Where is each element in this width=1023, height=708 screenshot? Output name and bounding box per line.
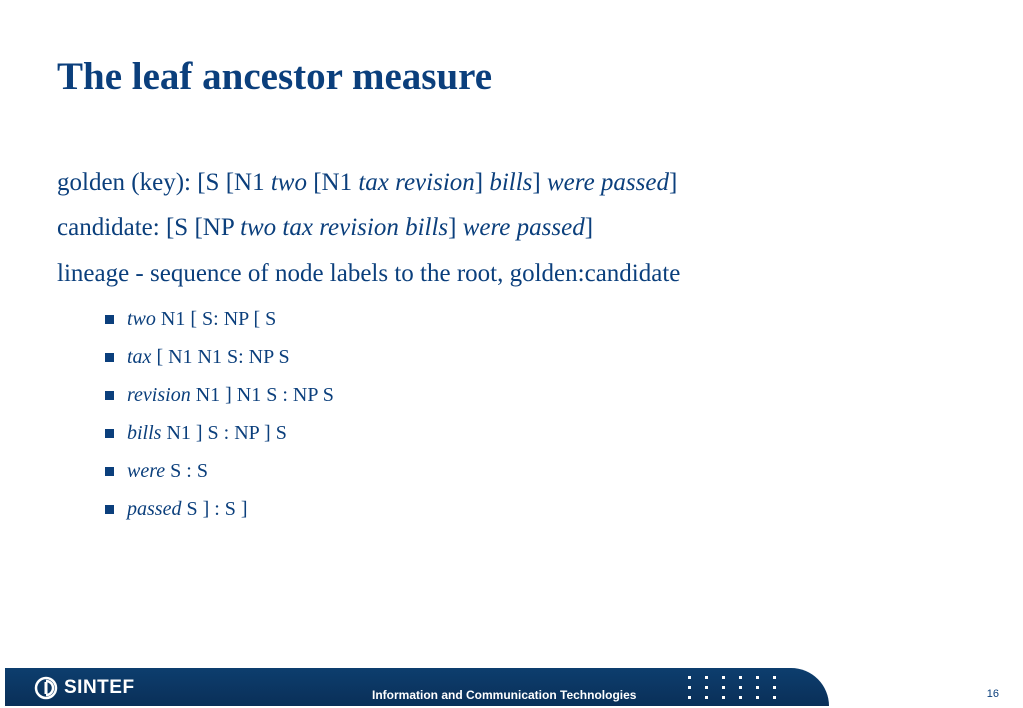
golden-text-2: [N1 <box>306 169 359 196</box>
square-bullet-icon <box>105 391 114 400</box>
golden-italic-3: bills <box>489 169 533 196</box>
bullet-text: S : S <box>165 459 208 482</box>
golden-italic-4: were passed <box>547 169 669 196</box>
lineage-line: lineage - sequence of node labels to the root, golden:candidate <box>57 260 681 287</box>
sintef-logo <box>34 676 135 700</box>
candidate-line <box>57 214 593 242</box>
list-item <box>105 300 334 338</box>
golden-text-4: ] <box>532 169 547 196</box>
square-bullet-icon <box>105 467 114 476</box>
sintef-logo-icon <box>34 676 58 700</box>
list-item <box>105 490 334 528</box>
candidate-text-1: candidate: [S [NP <box>57 214 241 241</box>
bullet-word: tax <box>127 345 152 368</box>
candidate-italic-2: were passed <box>462 214 585 241</box>
bullet-text: N1 [ S: NP [ S <box>155 307 277 330</box>
bullet-word: two <box>127 307 156 330</box>
division-name: Information and Communication Technologies <box>372 688 637 702</box>
slide-title: The leaf ancestor measure <box>57 55 493 98</box>
golden-italic-1: two <box>270 169 307 196</box>
golden-italic-2: tax revision <box>358 169 475 196</box>
golden-text-5: ] <box>668 169 678 196</box>
square-bullet-icon <box>105 505 114 514</box>
list-item <box>105 376 334 414</box>
bullet-word: revision <box>127 383 191 406</box>
square-bullet-icon <box>105 315 114 324</box>
list-item <box>105 452 334 490</box>
candidate-text-3: ] <box>584 214 594 241</box>
bullet-text: N1 ] N1 S : NP S <box>190 383 334 406</box>
golden-line <box>57 169 677 197</box>
bullet-text: [ N1 N1 S: NP S <box>151 345 290 368</box>
dots-decoration-icon <box>688 674 780 704</box>
bullet-word: passed <box>127 497 182 520</box>
list-item <box>105 338 334 376</box>
bullet-text: S ] : S ] <box>181 497 248 520</box>
page-number: 16 <box>986 688 999 700</box>
bullet-word: bills <box>127 421 162 444</box>
square-bullet-icon <box>105 429 114 438</box>
bullet-text: N1 ] S : NP ] S <box>161 421 287 444</box>
logo-text: SINTEF <box>64 677 135 698</box>
candidate-text-2: ] <box>448 214 463 241</box>
bullet-word: were <box>127 459 166 482</box>
golden-text-1: golden (key): [S [N1 <box>57 169 271 196</box>
list-item <box>105 414 334 452</box>
candidate-italic-1: two tax revision bills <box>240 214 449 241</box>
square-bullet-icon <box>105 353 114 362</box>
bullet-list <box>105 300 334 528</box>
golden-text-3: ] <box>474 169 490 196</box>
